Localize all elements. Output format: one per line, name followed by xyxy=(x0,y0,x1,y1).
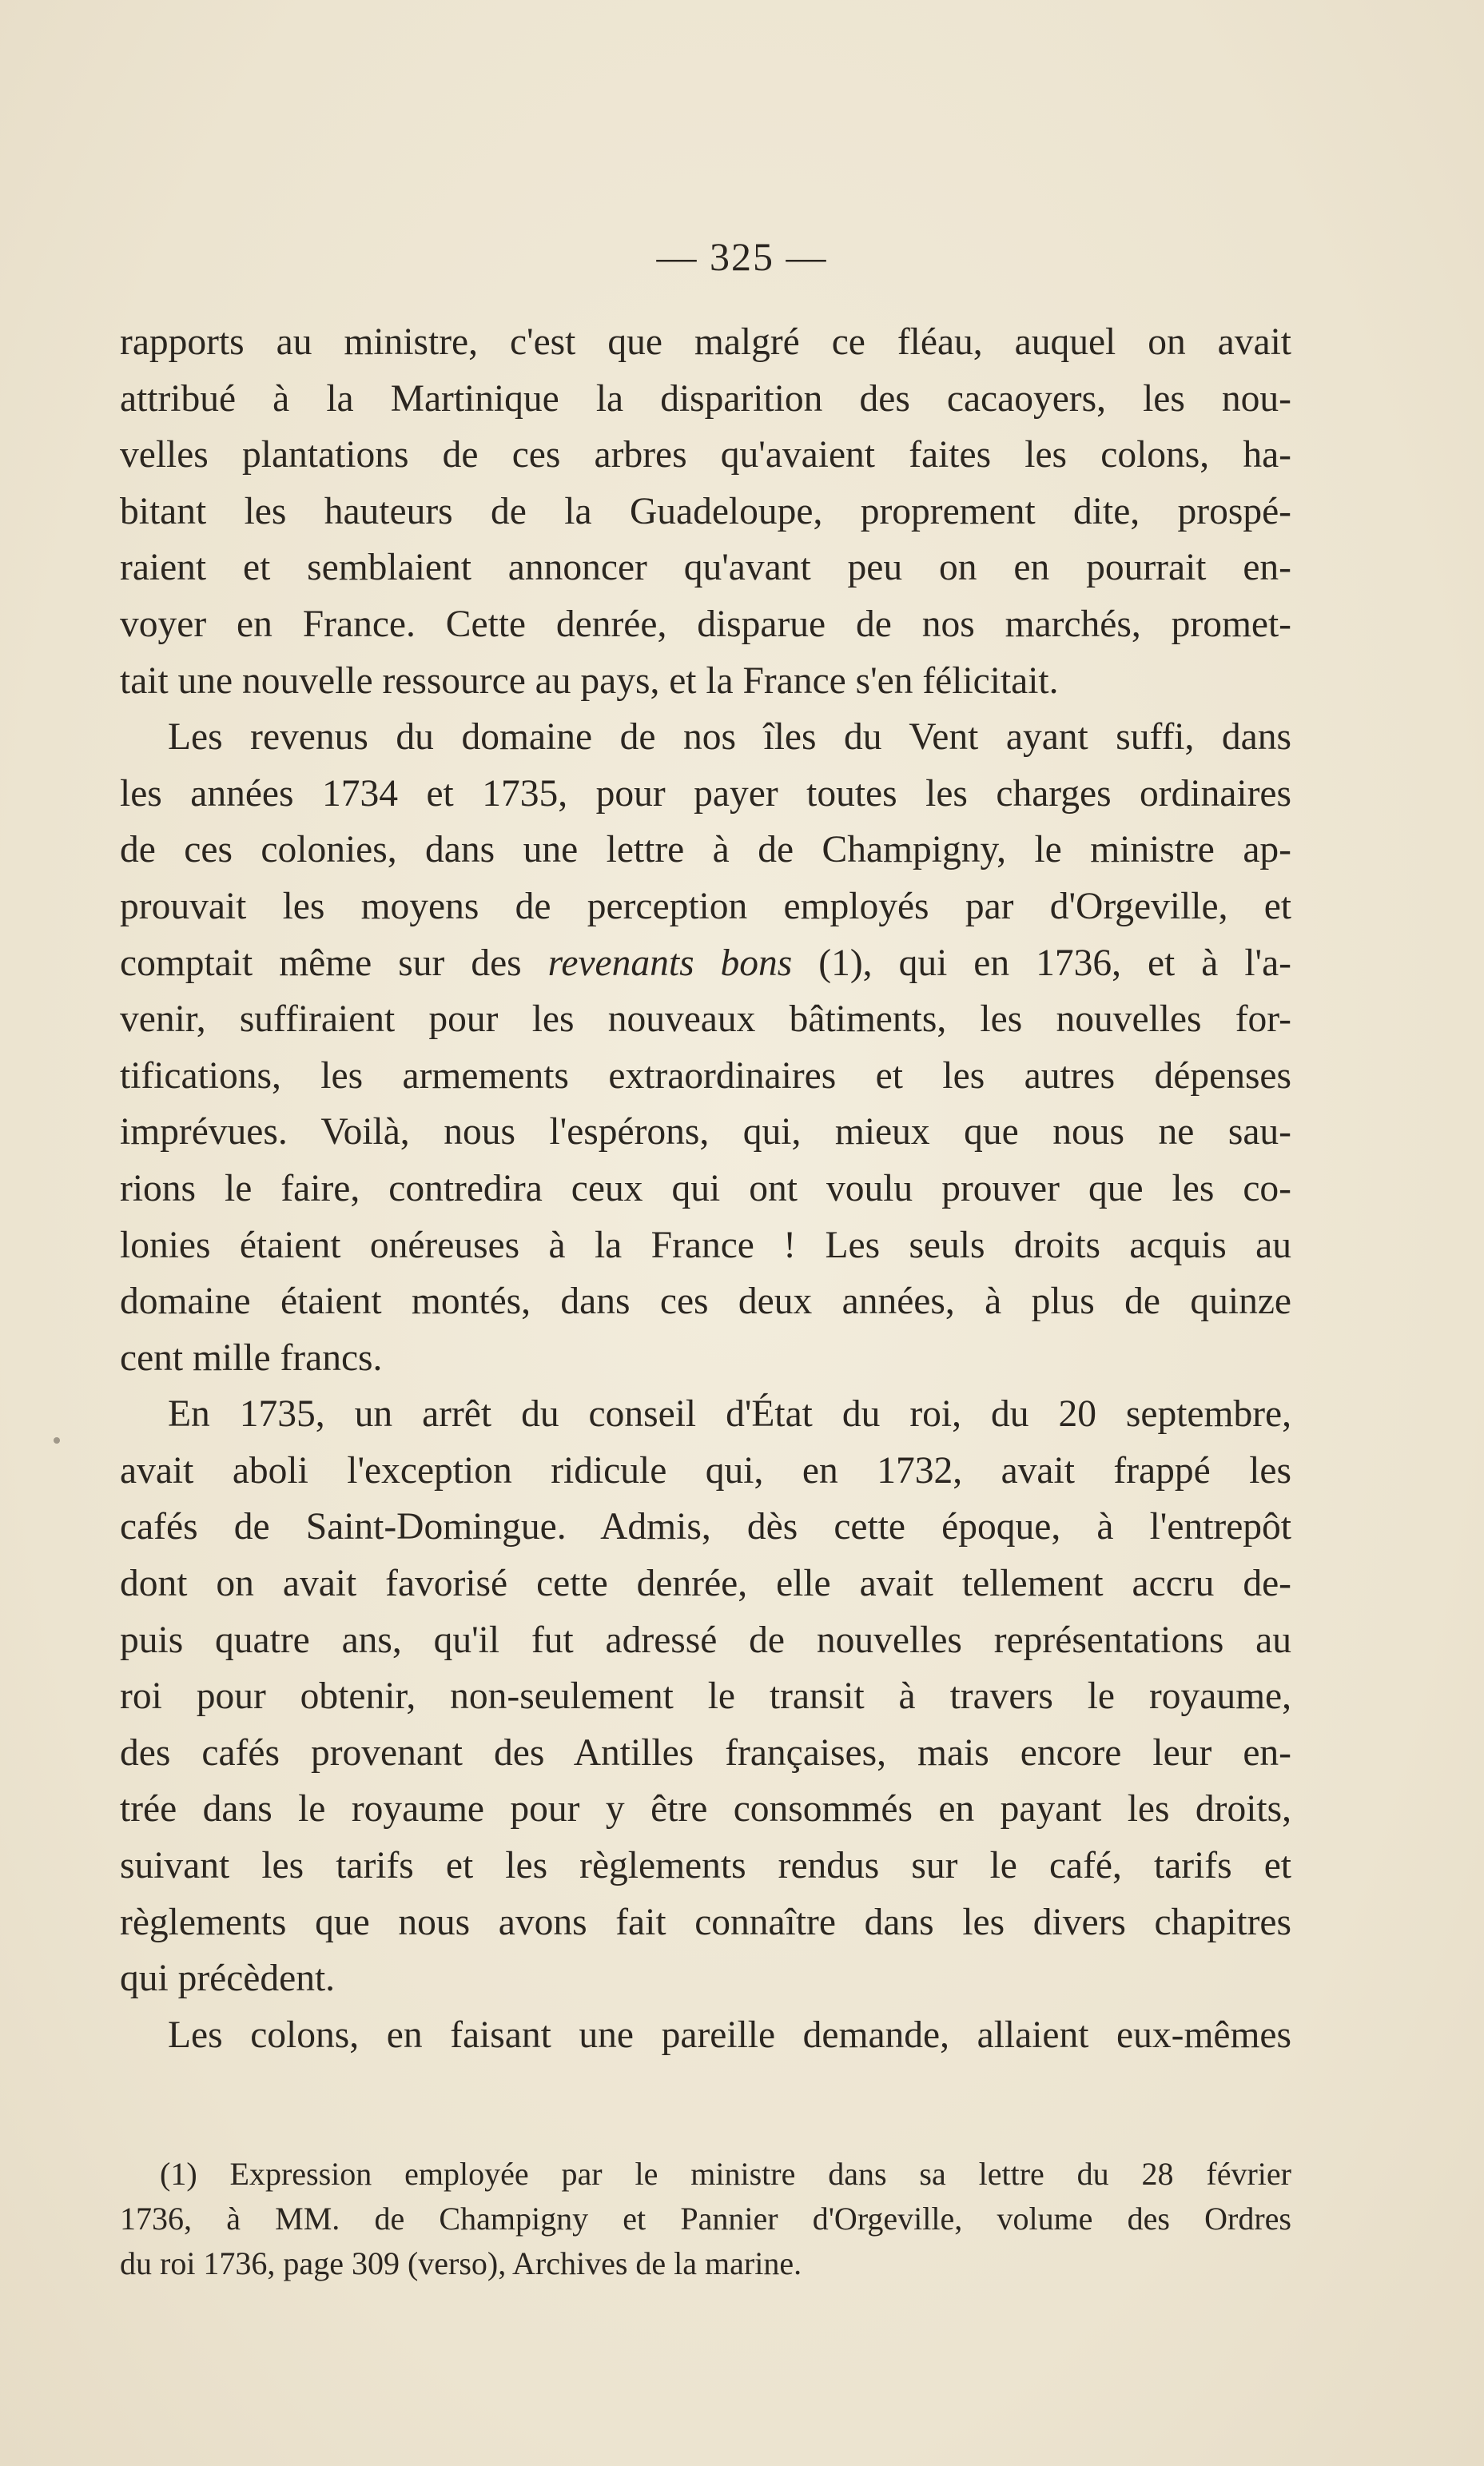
text-line: puis quatre ans, qu'il fut adressé de nouvelles représentations au xyxy=(120,1619,1291,1661)
footnote-line: (1) Expression employée par le ministre dans sa lettre du 28 février xyxy=(160,2156,1291,2192)
text-line: tait une nouvelle ressource au pays, et la France s'en félicitait. xyxy=(120,659,1059,702)
page-number: — 325 — xyxy=(656,234,828,279)
paragraph xyxy=(120,709,1291,1386)
paragraph xyxy=(120,1386,1291,2007)
text-line: les années 1734 et 1735, pour payer toutes les charges ordinaires xyxy=(120,772,1291,815)
footnote-line: 1736, à MM. de Champigny et Pannier d'Orgeville, volume des Ordres xyxy=(120,2201,1291,2237)
text-line: qui précèdent. xyxy=(120,1958,336,2000)
text-line: voyer en France. Cette denrée, disparue de nos marchés, promet- xyxy=(120,603,1291,645)
text-line: trée dans le royaume pour y être consommés en payant les droits, xyxy=(120,1788,1291,1831)
paragraph xyxy=(120,2007,1291,2064)
text-line: rapports au ministre, c'est que malgré ce fléau, auquel on avait xyxy=(120,321,1291,363)
text-line: rions le faire, contredira ceux qui ont voulu prouver que les co- xyxy=(120,1167,1291,1209)
text-line: cafés de Saint-Domingue. Admis, dès cette époque, à l'entrepôt xyxy=(120,1506,1291,1548)
text-line: bitant les hauteurs de la Guadeloupe, proprement dite, prospé- xyxy=(120,490,1291,532)
body-text xyxy=(120,314,1291,2063)
text-line: tifications, les armements extraordinaires et les autres dépenses xyxy=(120,1054,1291,1097)
text-line: imprévues. Voilà, nous l'espérons, qui, mieux que nous ne sau- xyxy=(120,1111,1291,1153)
footnote xyxy=(120,2152,1291,2286)
text-line: venir, suffiraient pour les nouveaux bâtiments, les nouvelles for- xyxy=(120,998,1291,1041)
footnote-line: du roi 1736, page 309 (verso), Archives de la marine. xyxy=(120,2245,802,2281)
text-line: cent mille francs. xyxy=(120,1337,383,1379)
text-line: Les revenus du domaine de nos îles du Vent ayant suffi, dans xyxy=(168,716,1291,759)
text-line: roi pour obtenir, non-seulement le transit à travers le royaume, xyxy=(120,1675,1291,1718)
text-line: dont on avait favorisé cette denrée, elle avait tellement accru de- xyxy=(120,1563,1291,1605)
text-line: domaine étaient montés, dans ces deux années, à plus de quinze xyxy=(120,1281,1291,1323)
text-line: En 1735, un arrêt du conseil d'État du roi, du 20 septembre, xyxy=(168,1393,1291,1436)
text-line: attribué à la Martinique la disparition des cacaoyers, les nou- xyxy=(120,377,1291,420)
text-line: prouvait les moyens de perception employés par d'Orgeville, et xyxy=(120,885,1291,927)
text-line: de ces colonies, dans une lettre à de Champigny, le ministre ap- xyxy=(120,829,1291,871)
italic-term: revenants bons xyxy=(547,942,793,984)
text-line: velles plantations de ces arbres qu'avaient faites les colons, ha- xyxy=(120,434,1291,476)
paragraph xyxy=(120,314,1291,709)
text-line: lonies étaient onéreuses à la France ! Les seuls droits acquis au xyxy=(120,1224,1291,1266)
text-line: comptait même sur des revenants bons (1), qui en 1736, et à l'a- xyxy=(120,942,1291,984)
text-line: des cafés provenant des Antilles françaises, mais encore leur en- xyxy=(120,1731,1291,1774)
text-line: suivant les tarifs et les règlements rendus sur le café, tarifs et xyxy=(120,1845,1291,1887)
text-line: avait aboli l'exception ridicule qui, en 1732, avait frappé les xyxy=(120,1449,1291,1492)
text-line: Les colons, en faisant une pareille demande, allaient eux-mêmes xyxy=(168,2014,1291,2056)
text-line: règlements que nous avons fait connaître dans les divers chapitres xyxy=(120,1901,1291,1943)
ink-speck xyxy=(54,1437,60,1444)
text-line: raient et semblaient annoncer qu'avant peu on en pourrait en- xyxy=(120,547,1291,589)
